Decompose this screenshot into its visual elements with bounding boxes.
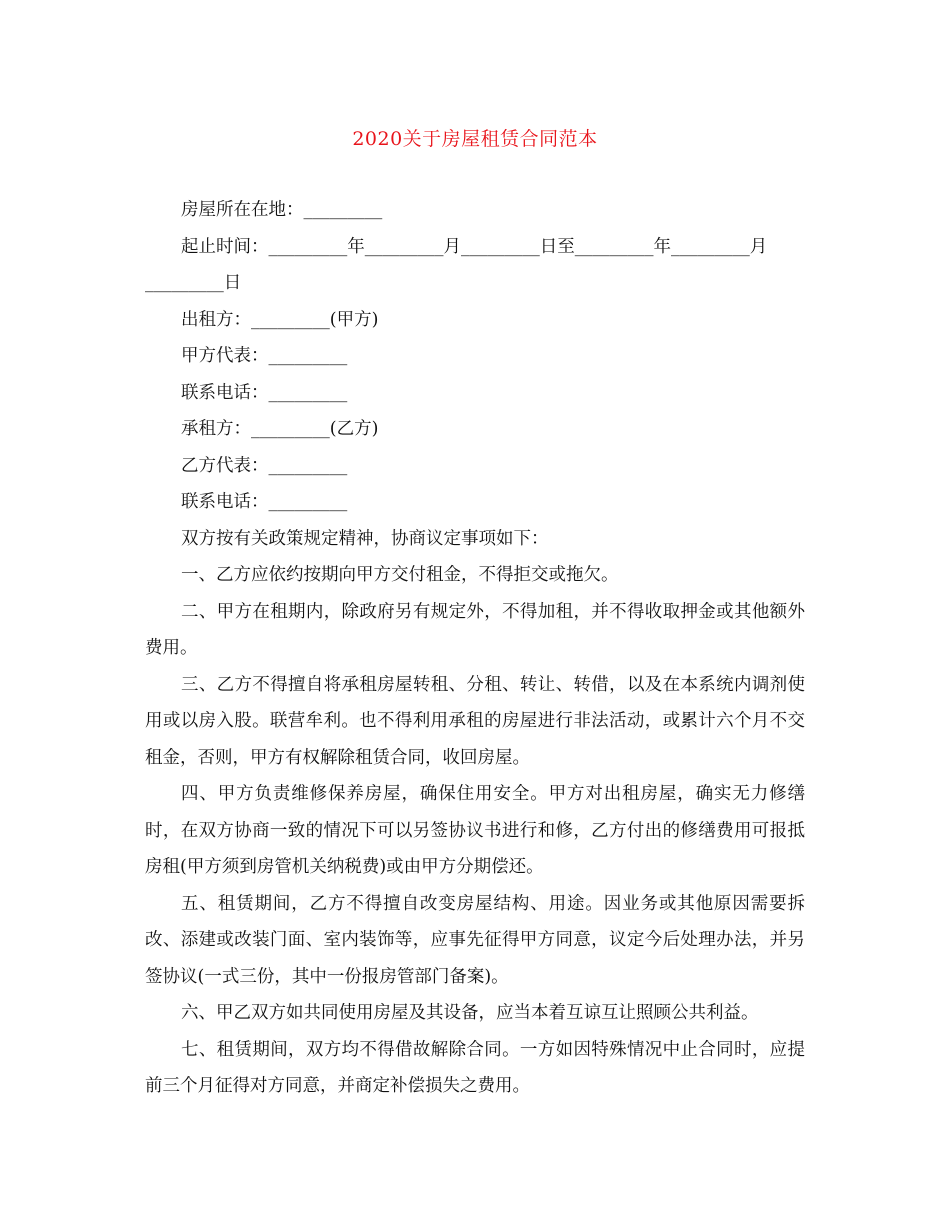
- field-lessor-phone: 联系电话：_________: [181, 382, 348, 403]
- clause-3: 三、乙方不得擅自将承租房屋转租、分租、转让、转借，以及在本系统内调剂使用或以房入股。联营牟利。也不得利用承租的房屋进行非法活动，或累计六个月不交租金，否则，甲方有权解除租赁合同，收回房屋。: [145, 674, 805, 768]
- field-period-continued: _________日: [145, 273, 242, 293]
- field-lessee-representative: 乙方代表：_________: [181, 455, 348, 476]
- clause-2: 二、甲方在租期内，除政府另有规定外，不得加租，并不得收取押金或其他额外费用。: [145, 601, 805, 658]
- document-title: 2020关于房屋租赁合同范本: [352, 128, 598, 150]
- field-lessor: 出租方：_________(甲方): [181, 309, 379, 330]
- field-lessee: 承租方：_________(乙方): [181, 419, 379, 439]
- clause-6: 六、甲乙双方如共同使用房屋及其设备，应当本着互谅互让照顾公共利益。: [181, 1003, 759, 1023]
- field-lessee-phone: 联系电话：_________: [181, 492, 348, 512]
- field-period: 起止时间：_________年_________月_________日至_________年_________月: [181, 236, 768, 257]
- clause-5: 五、租赁期间，乙方不得擅自改变房屋结构、用途。因业务或其他原因需要拆改、添建或改装门面、室内装饰等，应事先征得甲方同意，议定今后处理办法，并另签协议(一式三份，其中一份报房管部门备案)。: [145, 893, 805, 987]
- clause-7: 七、租赁期间，双方均不得借故解除合同。一方如因特殊情况中止合同时，应提前三个月征得对方同意，并商定补偿损失之费用。: [145, 1039, 805, 1096]
- clause-4: 四、甲方负责维修保养房屋，确保住用安全。甲方对出租房屋，确实无力修缮时，在双方协商一致的情况下可以另签协议书进行和修，乙方付出的修缮费用可报抵房租(甲方须到房管机关纳税费)或由甲方分期偿还。: [145, 784, 805, 877]
- intro-paragraph: 双方按有关政策规定精神，协商议定事项如下：: [181, 528, 549, 549]
- field-lessor-representative: 甲方代表：_________: [181, 346, 348, 366]
- field-location: 房屋所在在地：_________: [181, 200, 383, 220]
- document-body: [145, 192, 805, 1105]
- clause-1: 一、乙方应依约按期向甲方交付租金，不得拒交或拖欠。: [181, 565, 619, 585]
